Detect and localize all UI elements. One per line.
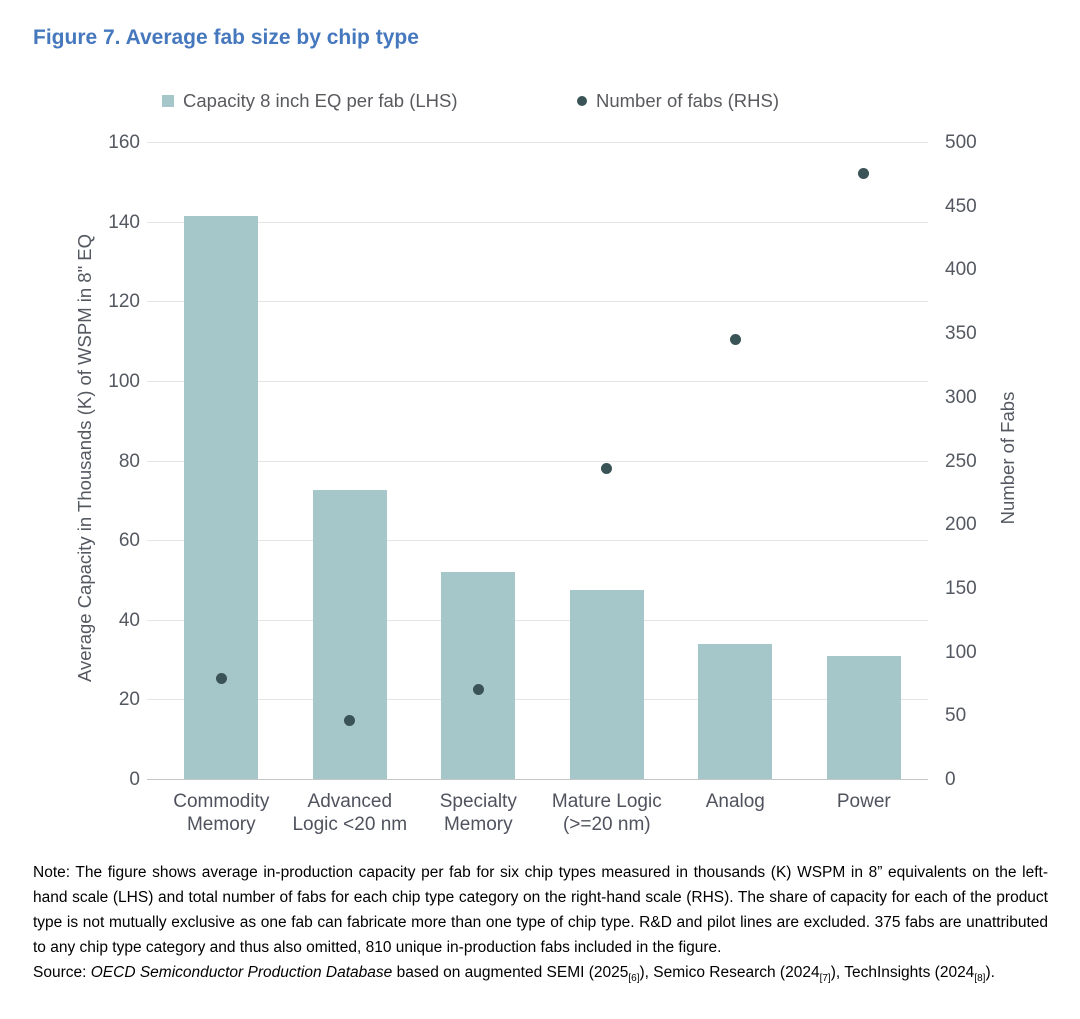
x-axis-label-4: Analog bbox=[705, 791, 765, 812]
x-axis-label-2: Specialty Memory bbox=[439, 791, 517, 835]
x-axis-label-0: Commodity Memory bbox=[173, 791, 270, 835]
gridline-120 bbox=[147, 301, 928, 302]
source-ref-7: [7] bbox=[819, 973, 831, 985]
bar-power bbox=[827, 656, 901, 779]
left-tick-140: 140 bbox=[108, 211, 140, 233]
left-tick-0: 0 bbox=[129, 769, 140, 790]
legend-square-marker-icon bbox=[162, 95, 174, 107]
legend-item-fabs bbox=[577, 90, 779, 112]
left-tick-80: 80 bbox=[118, 450, 140, 472]
right-tick-500: 500 bbox=[945, 132, 977, 153]
x-axis-label-1: Advanced Logic <20 nm bbox=[292, 791, 408, 835]
figure-title: Figure 7. Average fab size by chip type bbox=[33, 26, 419, 49]
right-tick-150: 150 bbox=[945, 577, 977, 599]
gridline-80 bbox=[147, 461, 928, 462]
right-tick-400: 400 bbox=[945, 259, 977, 281]
x-axis-label-3: Mature Logic (>=20 nm) bbox=[551, 791, 662, 835]
left-tick-100: 100 bbox=[108, 370, 140, 392]
gridline-20 bbox=[147, 699, 928, 700]
left-tick-40: 40 bbox=[118, 609, 140, 631]
source-ref-6: [6] bbox=[628, 973, 640, 985]
right-tick-450: 450 bbox=[945, 195, 977, 217]
right-tick-200: 200 bbox=[945, 514, 977, 536]
left-tick-160: 160 bbox=[108, 132, 140, 153]
source-ref-8: [8] bbox=[974, 973, 986, 985]
left-tick-20: 20 bbox=[118, 689, 140, 711]
note-text: Note: The figure shows average in-production capacity per fab for six chip types measured in thousands (K) WSPM in 8” equivalents on the left-hand scale (LHS) and total number of fabs for each chip type category on the right-hand scale (RHS). The share of capacity for each of the product type is not mutually exclusive as one fab can fabricate more than one type of chip type. R&D and pilot lines are excluded. 375 fabs are unattributed to any chip type category and thus also omitted, 810 unique in-production fabs included in the figure. bbox=[33, 864, 1048, 956]
right-tick-50: 50 bbox=[945, 705, 967, 727]
dot-analog bbox=[730, 334, 741, 345]
right-tick-100: 100 bbox=[945, 641, 977, 663]
right-axis-title: Number of Fabs bbox=[997, 391, 1018, 525]
legend-item-capacity bbox=[162, 90, 458, 112]
source-line bbox=[33, 960, 1048, 991]
source-seg3: ), TechInsights (2024 bbox=[830, 964, 975, 981]
gridline-160 bbox=[147, 142, 928, 143]
bar-mature-logic-20-nm- bbox=[570, 590, 644, 779]
dot-power bbox=[858, 168, 869, 179]
x-axis-label-5: Power bbox=[836, 791, 891, 812]
right-tick-0: 0 bbox=[945, 769, 956, 790]
figure-note bbox=[33, 860, 1048, 991]
bar-commodity-memory bbox=[184, 216, 258, 779]
bar-analog bbox=[698, 644, 772, 779]
gridline-140 bbox=[147, 222, 928, 223]
legend-label-capacity: Capacity 8 inch EQ per fab (LHS) bbox=[183, 90, 458, 111]
source-seg4: ). bbox=[985, 964, 995, 981]
gridline-40 bbox=[147, 620, 928, 621]
bar-advanced-logic-20-nm bbox=[313, 490, 387, 779]
right-tick-300: 300 bbox=[945, 386, 977, 408]
dot-mature-logic-20-nm- bbox=[601, 463, 612, 474]
gridline-100 bbox=[147, 381, 928, 382]
right-tick-350: 350 bbox=[945, 323, 977, 345]
source-database-name: OECD Semiconductor Production Database bbox=[90, 964, 393, 981]
left-axis-title: Average Capacity in Thousands (K) of WSPM in 8" EQ bbox=[74, 233, 95, 683]
bar-specialty-memory bbox=[441, 572, 515, 779]
left-tick-60: 60 bbox=[118, 530, 140, 552]
source-prefix: Source: bbox=[33, 964, 91, 981]
gridline-60 bbox=[147, 540, 928, 541]
legend-label-fabs: Number of fabs (RHS) bbox=[596, 90, 779, 111]
source-seg1: based on augmented SEMI (2025 bbox=[392, 964, 629, 981]
gridline-0 bbox=[147, 779, 928, 780]
chart-area bbox=[0, 130, 1080, 850]
right-tick-250: 250 bbox=[945, 450, 977, 472]
left-tick-120: 120 bbox=[108, 291, 140, 313]
legend-dot-marker-icon bbox=[577, 96, 587, 106]
source-seg2: ), Semico Research (2024 bbox=[639, 964, 820, 981]
dot-commodity-memory bbox=[216, 673, 227, 684]
